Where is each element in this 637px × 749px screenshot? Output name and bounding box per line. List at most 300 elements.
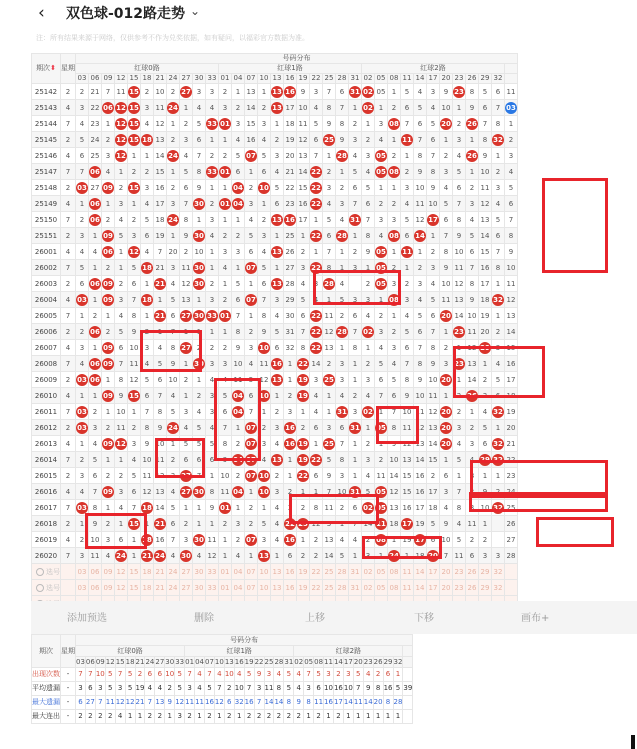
number-cell: 1 xyxy=(89,292,102,308)
pick-number[interactable]: 16 xyxy=(284,580,297,596)
number-cell: 2 xyxy=(297,500,310,516)
number-cell: 1 xyxy=(245,308,258,324)
number-cell: 5 xyxy=(427,516,440,532)
week-header: 星期 xyxy=(61,635,76,668)
red-ball: 07 xyxy=(246,535,256,544)
radio-icon[interactable] xyxy=(36,584,44,592)
number-cell: 4 xyxy=(310,404,323,420)
number-cell xyxy=(128,388,141,404)
number-header: 07 xyxy=(245,74,258,84)
number-cell xyxy=(141,132,154,148)
period-cell: 25144 xyxy=(32,116,61,132)
number-cell: 3 xyxy=(388,276,401,292)
pick-number[interactable]: 04 xyxy=(232,580,245,596)
number-cell: 27 xyxy=(89,180,102,196)
red-ball: 19 xyxy=(298,439,308,448)
number-cell xyxy=(102,340,115,356)
pick-number[interactable]: 28 xyxy=(336,580,349,596)
number-cell xyxy=(284,84,297,100)
number-cell xyxy=(414,532,427,548)
table-row xyxy=(32,292,518,308)
number-cell: 1 xyxy=(219,548,232,564)
number-cell: 8 xyxy=(414,148,427,164)
pick-number[interactable]: 12 xyxy=(115,564,128,580)
number-cell: 6 xyxy=(154,372,167,388)
number-cell: 3 xyxy=(258,116,271,132)
stats-label: 平均遗漏 xyxy=(32,682,61,696)
number-cell: 2 xyxy=(297,244,310,260)
pick-number[interactable]: 17 xyxy=(427,580,440,596)
number-header: 05 xyxy=(375,74,388,84)
number-header: 03 xyxy=(76,658,85,666)
number-cell: 3 xyxy=(141,100,154,116)
number-cell: 8 xyxy=(466,276,479,292)
red-ball: 20 xyxy=(441,119,451,128)
number-cell: 13 xyxy=(401,452,414,468)
number-cell: 9 xyxy=(479,484,492,500)
number-cell xyxy=(375,244,388,260)
canvas-plus-button[interactable]: 画布+ xyxy=(521,613,550,624)
number-cell: 2 xyxy=(362,276,375,292)
pick-number[interactable]: 11 xyxy=(401,564,414,580)
number-cell: 6 xyxy=(388,388,401,404)
period-label: 期次 xyxy=(36,64,51,72)
number-cell: 1 xyxy=(193,500,206,516)
stats-cell: 12 xyxy=(125,696,135,710)
pick-number[interactable]: 05 xyxy=(375,580,388,596)
number-cell: 1 xyxy=(76,516,89,532)
number-cell: 1 xyxy=(141,148,154,164)
number-cell: 10 xyxy=(388,452,401,468)
number-cell: 3 xyxy=(284,404,297,420)
pick-number[interactable]: 29 xyxy=(479,564,492,580)
number-cell: 7 xyxy=(440,228,453,244)
pick-number[interactable]: 29 xyxy=(479,580,492,596)
number-cell: 6 xyxy=(349,308,362,324)
number-cell: 3 xyxy=(323,516,336,532)
red-ball: 01 xyxy=(220,199,230,208)
stats-cell: 4 xyxy=(214,668,224,682)
week-cell: 7 xyxy=(61,356,76,372)
number-cell: 4 xyxy=(141,116,154,132)
pick-number[interactable]: 01 xyxy=(219,564,232,580)
number-cell: 1 xyxy=(375,548,388,564)
number-cell: 9 xyxy=(440,260,453,276)
stats-cell: 9 xyxy=(294,696,304,710)
red-ball: 05 xyxy=(376,151,386,160)
number-header: 15 xyxy=(115,658,125,666)
pick-number[interactable]: 14 xyxy=(414,564,427,580)
number-cell: 3 xyxy=(362,292,375,308)
number-cell: 9 xyxy=(89,516,102,532)
pick-number[interactable]: 24 xyxy=(167,564,180,580)
pick-number[interactable]: 33 xyxy=(206,564,219,580)
number-header: 15 xyxy=(128,74,141,84)
number-cell: 3 xyxy=(232,516,245,532)
number-cell: 7 xyxy=(141,404,154,420)
pick-number[interactable]: 07 xyxy=(245,580,258,596)
red-ball: 04 xyxy=(233,199,243,208)
pick-number[interactable]: 32 xyxy=(492,580,505,596)
red-ball: 13 xyxy=(272,455,282,464)
red-ball: 09 xyxy=(103,343,113,352)
pick-number[interactable]: 01 xyxy=(219,580,232,596)
pick-number[interactable]: 20 xyxy=(440,580,453,596)
number-cell: 2 xyxy=(388,260,401,276)
red-ball: 19 xyxy=(298,455,308,464)
number-cell: 6 xyxy=(362,196,375,212)
red-ball: 02 xyxy=(363,103,373,112)
number-cell: 3 xyxy=(167,196,180,212)
extra-cell: 20 xyxy=(505,420,518,436)
move-down-button[interactable]: 下移 xyxy=(414,613,434,624)
number-cell: 17 xyxy=(154,196,167,212)
number-header: 31 xyxy=(284,658,294,666)
extra-cell: 1 xyxy=(505,116,518,132)
red-ball: 27 xyxy=(181,343,191,352)
number-cell: 5 xyxy=(479,84,492,100)
pick-number[interactable]: 28 xyxy=(336,564,349,580)
pick-number[interactable]: 26 xyxy=(466,564,479,580)
red-ball: 07 xyxy=(246,455,256,464)
pick-number[interactable]: 30 xyxy=(193,564,206,580)
stats-row xyxy=(32,668,413,682)
stats-cell: 11 xyxy=(105,696,115,710)
number-cell: 5 xyxy=(232,276,245,292)
pick-number[interactable]: 03 xyxy=(76,564,89,580)
pick-number[interactable]: 08 xyxy=(388,564,401,580)
number-header: 29 xyxy=(479,74,492,84)
number-cell: 2 xyxy=(336,180,349,196)
pick-number[interactable]: 23 xyxy=(453,564,466,580)
pick-extra xyxy=(505,580,518,596)
pick-number[interactable]: 26 xyxy=(466,580,479,596)
number-cell: 8 xyxy=(427,340,440,356)
table-row xyxy=(32,164,518,180)
number-cell: 6 xyxy=(115,340,128,356)
stats-cell: 3 xyxy=(175,710,185,724)
number-header: 28 xyxy=(336,74,349,84)
number-cell: 1 xyxy=(154,292,167,308)
pick-number[interactable]: 13 xyxy=(271,580,284,596)
number-cell xyxy=(440,116,453,132)
number-cell: 8 xyxy=(323,260,336,276)
red-ball: 24 xyxy=(155,551,165,560)
number-cell: 10 xyxy=(414,388,427,404)
pick-number[interactable]: 32 xyxy=(492,564,505,580)
number-cell: 3 xyxy=(206,84,219,100)
number-cell: 4 xyxy=(336,388,349,404)
number-header: 16 xyxy=(234,658,244,666)
stats-cell: 2 xyxy=(254,710,264,724)
red-ball: 31 xyxy=(337,407,347,416)
pick-number[interactable]: 04 xyxy=(232,564,245,580)
pick-number[interactable]: 27 xyxy=(180,580,193,596)
red-ball: 16 xyxy=(285,423,295,432)
pick-number[interactable]: 09 xyxy=(102,564,115,580)
stats-cell: 7 xyxy=(204,668,214,682)
pick-number[interactable]: 09 xyxy=(102,580,115,596)
stats-cell: 28 xyxy=(393,696,403,710)
pick-number[interactable]: 18 xyxy=(141,564,154,580)
number-cell xyxy=(258,468,271,484)
number-cell xyxy=(466,388,479,404)
number-cell: 1 xyxy=(128,532,141,548)
pick-number[interactable]: 15 xyxy=(128,564,141,580)
number-cell: 2 xyxy=(310,548,323,564)
pick-number[interactable]: 11 xyxy=(401,580,414,596)
week-cell: 4 xyxy=(61,244,76,260)
number-cell: 4 xyxy=(141,356,154,372)
number-cell: 7 xyxy=(453,196,466,212)
number-cell xyxy=(245,292,258,308)
number-cell: 8 xyxy=(323,100,336,116)
number-extra xyxy=(403,657,413,668)
number-cell: 19 xyxy=(414,516,427,532)
pick-number[interactable]: 25 xyxy=(323,580,336,596)
number-cell: 12 xyxy=(401,436,414,452)
red-ball: 05 xyxy=(376,423,386,432)
pick-number[interactable]: 30 xyxy=(193,580,206,596)
radio-icon[interactable] xyxy=(36,568,44,576)
pick-number[interactable]: 27 xyxy=(180,564,193,580)
pick-number[interactable]: 06 xyxy=(89,564,102,580)
number-cell xyxy=(115,436,128,452)
number-header: 32 xyxy=(492,74,505,84)
pick-number[interactable]: 21 xyxy=(154,564,167,580)
number-cell: 12 xyxy=(154,116,167,132)
pick-number[interactable]: 22 xyxy=(310,564,323,580)
move-up-button[interactable]: 上移 xyxy=(305,613,325,624)
pick-number[interactable]: 31 xyxy=(349,564,362,580)
number-cell: 1 xyxy=(349,100,362,116)
number-cell: 9 xyxy=(167,356,180,372)
stats-cell: 1 xyxy=(195,710,205,724)
page-title: 双色球-012路走势 xyxy=(66,6,186,22)
pick-number[interactable]: 25 xyxy=(323,564,336,580)
stats-cell: 13 xyxy=(155,696,165,710)
number-header: 01 xyxy=(185,658,195,666)
number-header: 22 xyxy=(254,658,264,666)
number-cell: 11 xyxy=(141,468,154,484)
back-icon[interactable]: ‹ xyxy=(38,3,45,23)
number-cell: 10 xyxy=(453,244,466,260)
number-cell: 1 xyxy=(349,372,362,388)
number-cell: 1 xyxy=(76,308,89,324)
number-cell: 10 xyxy=(440,532,453,548)
extra-cell: 18 xyxy=(505,388,518,404)
red-ball: 10 xyxy=(259,471,269,480)
number-cell: 11 xyxy=(414,196,427,212)
number-header: 09 xyxy=(95,658,105,666)
pick-number[interactable]: 02 xyxy=(362,580,375,596)
number-cell: 4 xyxy=(414,292,427,308)
delete-button[interactable]: 删除 xyxy=(194,613,214,624)
number-cell xyxy=(245,260,258,276)
number-cell xyxy=(362,500,375,516)
pick-number[interactable]: 15 xyxy=(128,580,141,596)
number-cell: 5 xyxy=(323,452,336,468)
pick-number[interactable]: 02 xyxy=(362,564,375,580)
number-cell: 9 xyxy=(427,180,440,196)
pick-number[interactable]: 05 xyxy=(375,564,388,580)
number-cell: 3 xyxy=(349,292,362,308)
number-cell: 8 xyxy=(349,340,362,356)
pick-number[interactable]: 10 xyxy=(258,580,271,596)
pick-number[interactable]: 33 xyxy=(206,580,219,596)
pick-number[interactable]: 10 xyxy=(258,564,271,580)
number-cell xyxy=(76,500,89,516)
number-cell xyxy=(102,100,115,116)
number-cell: 8 xyxy=(453,500,466,516)
pick-number[interactable]: 08 xyxy=(388,580,401,596)
number-cell: 7 xyxy=(492,244,505,260)
stats-cell: 1 xyxy=(214,710,224,724)
number-cell xyxy=(271,356,284,372)
red-ball: 27 xyxy=(181,471,191,480)
chevron-down-icon[interactable]: ⌄ xyxy=(190,4,201,18)
stats-cell: 12 xyxy=(175,696,185,710)
number-cell: 7 xyxy=(336,436,349,452)
number-cell: 3 xyxy=(115,484,128,500)
pick-number[interactable]: 23 xyxy=(453,580,466,596)
pick-number[interactable]: 07 xyxy=(245,564,258,580)
number-cell xyxy=(141,548,154,564)
number-cell: 9 xyxy=(297,84,310,100)
pick-number[interactable]: 22 xyxy=(310,580,323,596)
pick-number[interactable]: 19 xyxy=(297,564,310,580)
week-cell: 7 xyxy=(61,404,76,420)
number-cell: 7 xyxy=(349,516,362,532)
number-cell: 4 xyxy=(492,356,505,372)
number-cell xyxy=(102,388,115,404)
pick-radio[interactable] xyxy=(32,564,61,580)
table-row xyxy=(32,372,518,388)
number-cell: 1 xyxy=(349,548,362,564)
number-cell: 3 xyxy=(336,196,349,212)
number-cell xyxy=(310,228,323,244)
number-cell: 5 xyxy=(414,100,427,116)
number-header: 26 xyxy=(373,658,383,666)
number-cell: 6 xyxy=(401,100,414,116)
number-cell: 6 xyxy=(349,180,362,196)
number-cell: 25 xyxy=(284,228,297,244)
number-cell xyxy=(102,244,115,260)
number-cell: 5 xyxy=(453,452,466,468)
pick-number[interactable]: 17 xyxy=(427,564,440,580)
number-cell: 4 xyxy=(349,148,362,164)
pick-number[interactable]: 16 xyxy=(284,564,297,580)
number-cell: 7 xyxy=(154,388,167,404)
pick-number[interactable]: 31 xyxy=(349,580,362,596)
pick-row[interactable] xyxy=(32,564,518,580)
extra-cell xyxy=(505,100,518,116)
number-header: 19 xyxy=(297,74,310,84)
pick-number[interactable]: 14 xyxy=(414,580,427,596)
number-cell: 1 xyxy=(453,372,466,388)
red-ball: 01 xyxy=(220,119,230,128)
number-cell: 29 xyxy=(284,292,297,308)
pick-number[interactable]: 24 xyxy=(167,580,180,596)
red-ball: 24 xyxy=(168,215,178,224)
red-ball: 17 xyxy=(428,215,438,224)
number-cell: 1 xyxy=(336,244,349,260)
red-ball: 32 xyxy=(493,407,503,416)
add-preselect-button[interactable]: 添加预选 xyxy=(67,613,107,624)
red-ball: 28 xyxy=(337,151,347,160)
red-ball: 22 xyxy=(311,183,321,192)
pick-number[interactable]: 21 xyxy=(154,580,167,596)
number-cell: 1 xyxy=(141,516,154,532)
pick-radio[interactable] xyxy=(32,580,61,596)
number-cell xyxy=(89,164,102,180)
number-cell: 10 xyxy=(141,452,154,468)
stats-cell: 8 xyxy=(373,682,383,696)
number-cell: 4 xyxy=(362,164,375,180)
period-cell: 25142 xyxy=(32,84,61,100)
stats-cell: 3 xyxy=(95,682,105,696)
number-cell xyxy=(336,228,349,244)
number-cell xyxy=(271,372,284,388)
extra-cell: 8 xyxy=(505,228,518,244)
red-ball: 11 xyxy=(402,135,412,144)
number-cell: 1 xyxy=(388,532,401,548)
number-cell xyxy=(297,516,310,532)
pick-number[interactable]: 06 xyxy=(89,580,102,596)
pick-row[interactable] xyxy=(32,580,518,596)
number-header: 30 xyxy=(165,658,175,666)
number-cell: 3 xyxy=(349,132,362,148)
number-cell xyxy=(141,500,154,516)
stats-week: - xyxy=(61,682,76,696)
extra-cell: 11 xyxy=(505,84,518,100)
number-cell: 3 xyxy=(180,532,193,548)
number-cell: 1 xyxy=(297,228,310,244)
extra-cell: 26 xyxy=(505,516,518,532)
number-cell: 5 xyxy=(310,116,323,132)
number-cell: 1 xyxy=(89,340,102,356)
number-cell: 5 xyxy=(362,484,375,500)
number-cell: 3 xyxy=(323,420,336,436)
pick-number[interactable]: 13 xyxy=(271,564,284,580)
number-cell: 14 xyxy=(453,308,466,324)
number-cell: 3 xyxy=(453,132,466,148)
pick-number[interactable]: 03 xyxy=(76,580,89,596)
number-header: 27 xyxy=(180,74,193,84)
red-ball: 22 xyxy=(311,455,321,464)
pick-number[interactable]: 19 xyxy=(297,580,310,596)
number-header: 21 xyxy=(154,74,167,84)
extra-cell: 4 xyxy=(505,164,518,180)
number-cell: 3 xyxy=(492,340,505,356)
pick-number[interactable]: 18 xyxy=(141,580,154,596)
number-cell xyxy=(349,212,362,228)
group-row xyxy=(32,646,413,657)
number-cell: 1 xyxy=(102,500,115,516)
number-cell: 2 xyxy=(492,164,505,180)
pick-number[interactable]: 20 xyxy=(440,564,453,580)
pick-number[interactable]: 12 xyxy=(115,580,128,596)
number-cell: 8 xyxy=(167,340,180,356)
number-cell: 1 xyxy=(206,260,219,276)
number-cell: 12 xyxy=(180,276,193,292)
number-cell: 4 xyxy=(245,356,258,372)
red-ball: 11 xyxy=(402,247,412,256)
sort-icon[interactable]: ⬍ xyxy=(50,64,56,72)
number-cell: 3 xyxy=(180,404,193,420)
number-cell: 9 xyxy=(388,436,401,452)
number-cell: 2 xyxy=(206,196,219,212)
